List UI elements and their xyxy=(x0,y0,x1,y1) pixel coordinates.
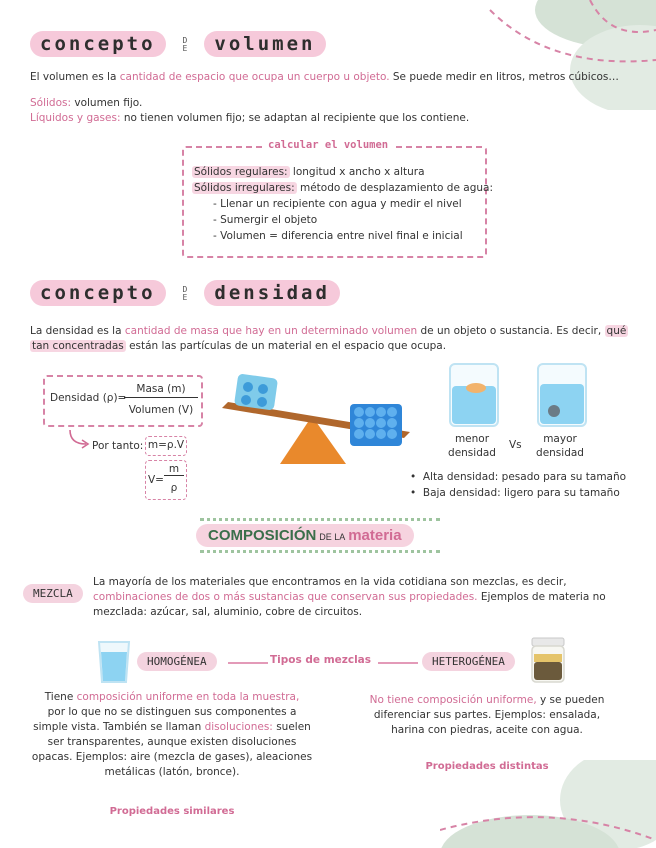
step-3: - Volumen = diferencia entre nivel final e inicial xyxy=(213,230,463,242)
densidad-title xyxy=(30,282,340,304)
volumen-intro: El volumen es la cantidad de espacio que ocupa un cuerpo u objeto. Se puede medir en litros, metros cúbicos… xyxy=(30,71,619,83)
volumen-solidos: Sólidos: volumen fijo. xyxy=(30,97,143,109)
arrow-icon xyxy=(66,430,92,452)
homogenea-propiedades: Propiedades similares xyxy=(109,806,235,817)
materia-title: COMPOSICIÓN DE LA materia xyxy=(196,524,414,547)
mass-formula: m=ρ.V xyxy=(145,436,187,456)
vol-num: m xyxy=(164,463,184,476)
bullet-baja: • Baja densidad: ligero para su tamaño xyxy=(410,487,620,499)
seesaw-illustration xyxy=(218,370,414,468)
heterogenea-description: No tiene composición uniforme, y se pueden diferenciar sus partes. Ejemplos: ensalada, harina con piedras, aceite con agua. xyxy=(369,694,605,736)
volumen-title-right: volumen xyxy=(204,31,325,57)
heterogenea-propiedades: Propiedades distintas xyxy=(425,761,549,772)
corner-decoration-bottom xyxy=(440,760,656,848)
densidad-title-de: D E xyxy=(182,284,188,302)
densidad-intro: La densidad es la cantidad de masa que hay en un determinado volumen de un objeto o sustancia. Es decir, qué tan concentradas están las partículas de un material en el espacio que ocupa. xyxy=(30,325,627,352)
materia-divider-bottom xyxy=(200,550,440,553)
vs-label: Vs xyxy=(509,439,522,451)
step-2: - Sumergir el objeto xyxy=(213,214,318,226)
homogenea-description: Tiene composición uniforme en toda la muestra, por lo que no se distinguen sus componentes a simple vista. También se llaman disoluciones: suelen ser transparentes, aunque existen disoluciones opacas. Ejemplos: aire (mezcla de gases), aleaciones metálicas (latón, bronce). xyxy=(31,691,313,778)
solidos-irregulares: Sólidos irregulares: método de desplazamiento de agua: xyxy=(194,182,493,194)
menor-densidad-label: menor densidad xyxy=(448,433,496,459)
volumen-title-de: D E xyxy=(182,35,188,53)
glass-homogeneous-icon xyxy=(96,640,132,684)
tipos-line-left xyxy=(228,662,268,664)
mezcla-text: La mayoría de los materiales que encontramos en la vida cotidiana son mezclas, es decir, combinaciones de dos o más sustancias que conservan sus propiedades. Ejemplos de materia no mezclada: azúcar, sal, aluminio, cobre de circuitos. xyxy=(93,576,606,618)
corner-decoration-top xyxy=(470,0,656,110)
solidos-regulares: Sólidos regulares: longitud x ancho x altura xyxy=(194,166,425,178)
tipos-de-mezclas: Tipos de mezclas xyxy=(270,654,372,666)
materia-divider-top xyxy=(200,518,440,521)
densidad-title-right: densidad xyxy=(204,280,340,306)
jar-heterogeneous-icon xyxy=(528,636,568,684)
bullet-alta: • Alta densidad: pesado para su tamaño xyxy=(410,471,627,483)
densidad-title-left: concepto xyxy=(30,280,166,306)
densidad-formula-num: Masa (m) xyxy=(124,383,198,398)
step-1: - Llenar un recipiente con agua y medir el nivel xyxy=(213,198,462,210)
vol-prefix: V= xyxy=(148,474,164,486)
por-tanto: Por tanto: xyxy=(92,440,144,452)
homogenea-badge: HOMOGÉNEA xyxy=(137,652,217,671)
volumen-liquidos: Líquidos y gases: no tienen volumen fijo; se adaptan al recipiente que los contiene. xyxy=(30,112,470,124)
beaker-high-density-icon xyxy=(534,362,590,430)
tipos-line-right xyxy=(378,662,418,664)
mayor-densidad-label: mayor densidad xyxy=(536,433,584,459)
heterogenea-badge: HETEROGÉNEA xyxy=(422,652,515,671)
mezcla-badge: MEZCLA xyxy=(23,584,83,603)
vol-den: ρ xyxy=(170,482,178,494)
densidad-formula-left: Densidad (ρ)= xyxy=(50,392,127,404)
calcular-volumen-title: calcular el volumen xyxy=(262,139,394,151)
densidad-formula-den: Volumen (V) xyxy=(128,404,194,416)
volumen-title-left: concepto xyxy=(30,31,166,57)
volumen-title xyxy=(30,33,326,55)
beaker-low-density-icon xyxy=(446,362,502,430)
